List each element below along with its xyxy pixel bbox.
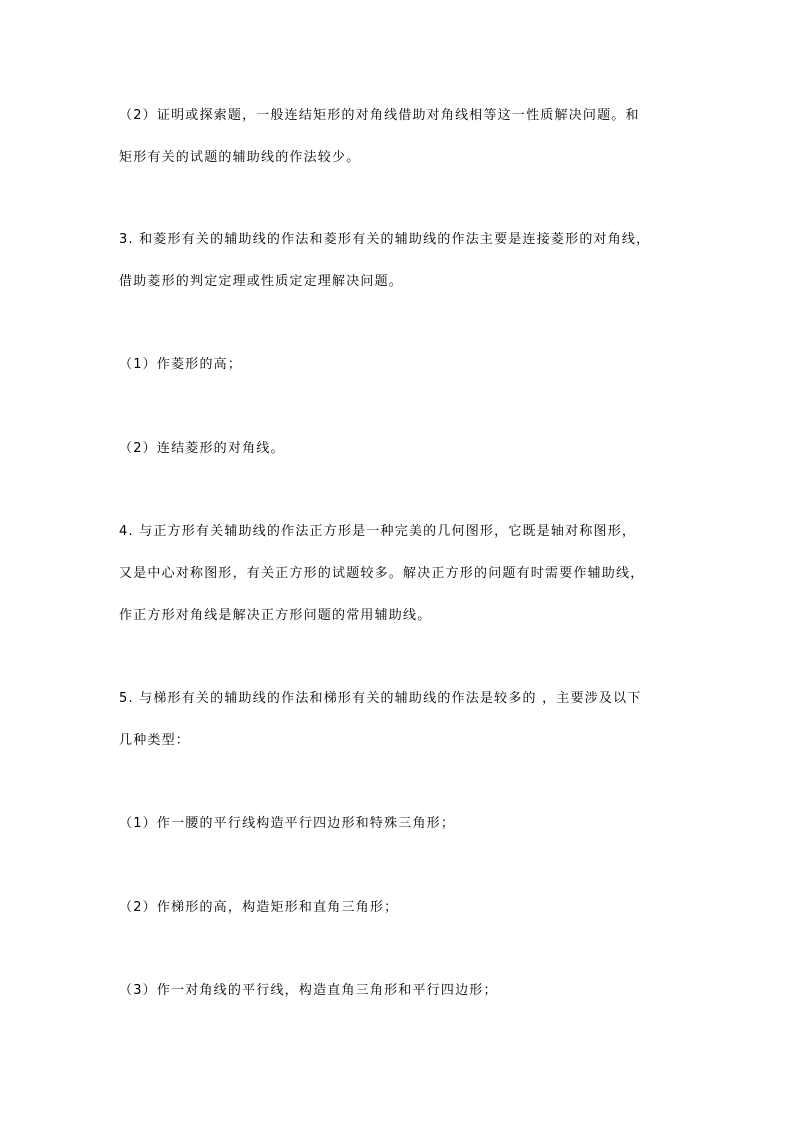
list-item-trapezoid-parallel-leg: （1）作一腰的平行线构造平行四边形和特殊三角形； <box>119 816 456 831</box>
paragraph-line-rectangle-proof: （2）证明或探索题，一般连结矩形的对角线借助对角线相等这一性质解决问题。和 <box>119 108 640 123</box>
list-item-rhombus-height: （1）作菱形的高； <box>119 357 243 372</box>
paragraph-line-rhombus-heading: 3. 和菱形有关的辅助线的作法和菱形有关的辅助线的作法主要是连接菱形的对角线， <box>119 232 651 247</box>
paragraph-line-rhombus-theorem: 借助菱形的判定定理或性质定定理解决问题。 <box>119 274 404 289</box>
paragraph-line-square-diagonal: 作正方形对角线是解决正方形问题的常用辅助线。 <box>119 608 432 623</box>
list-item-trapezoid-parallel-diagonal: （3）作一对角线的平行线，构造直角三角形和平行四边形； <box>119 983 498 998</box>
paragraph-line-rectangle-summary: 矩形有关的试题的辅助线的作法较少。 <box>119 150 361 165</box>
paragraph-line-square-heading: 4. 与正方形有关辅助线的作法正方形是一种完美的几何图形，它既是轴对称图形， <box>119 524 637 539</box>
paragraph-line-trapezoid-types: 几种类型： <box>119 733 191 748</box>
list-item-rhombus-diagonal: （2）连结菱形的对角线。 <box>119 441 285 456</box>
list-item-trapezoid-height: （2）作梯形的高，构造矩形和直角三角形； <box>119 900 399 915</box>
paragraph-line-square-symmetry: 又是中心对称图形，有关正方形的试题较多。解决正方形的问题有时需要作辅助线， <box>119 566 645 581</box>
paragraph-line-trapezoid-heading: 5. 与梯形有关的辅助线的作法和梯形有关的辅助线的作法是较多的 ，主要涉及以下 <box>119 691 642 706</box>
